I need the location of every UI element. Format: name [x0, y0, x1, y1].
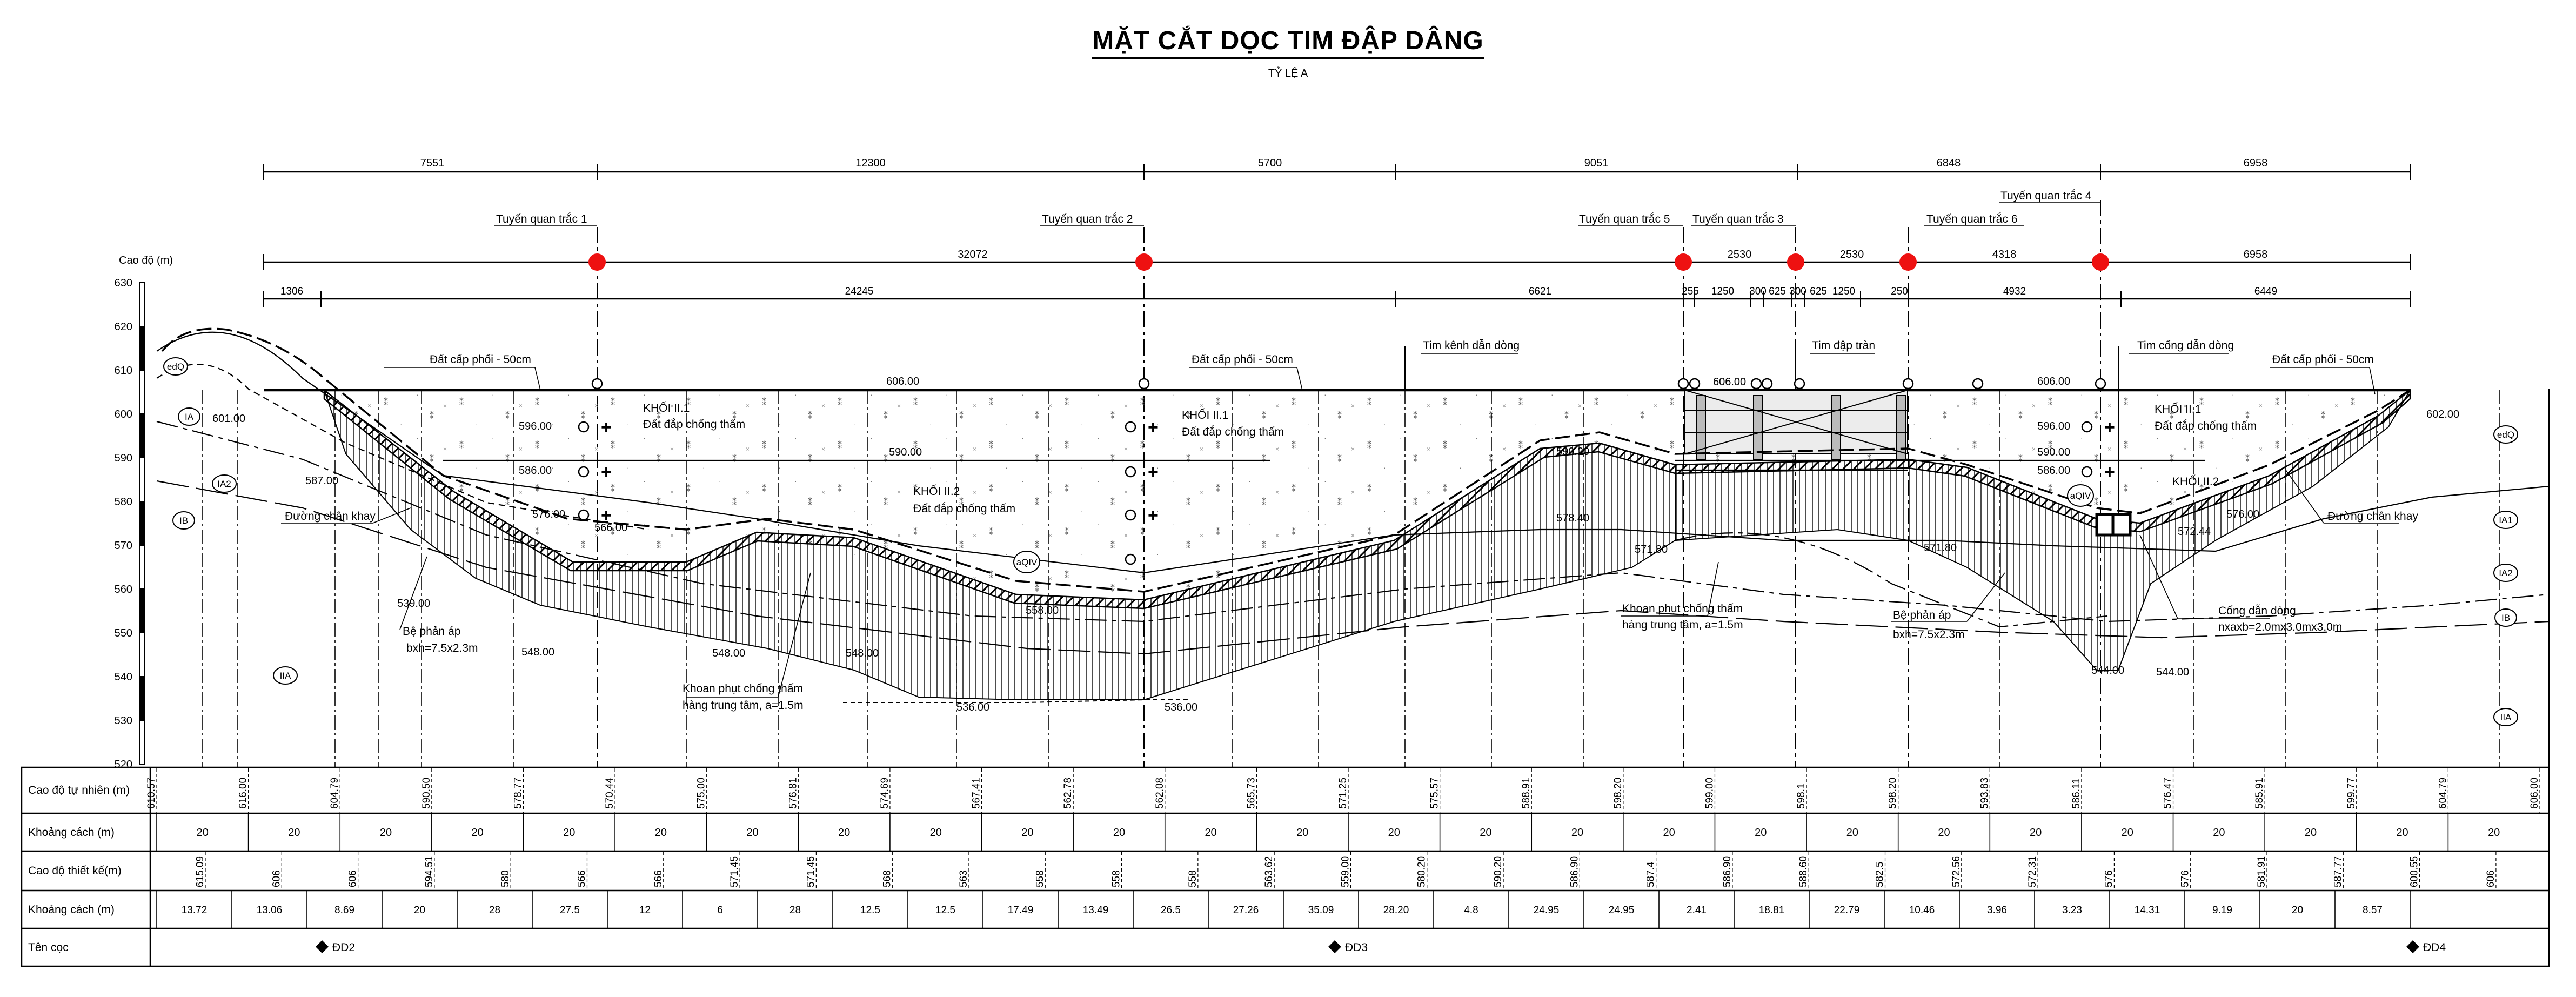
- natural-elevation-value: 574.69: [879, 777, 891, 809]
- dim-label: 2530: [1727, 249, 1752, 260]
- elevation-mark: 536.00: [1165, 701, 1198, 713]
- row-label: Tên cọc: [28, 941, 69, 954]
- distance-value: 20: [654, 827, 667, 839]
- distance-value: 20: [1938, 827, 1950, 839]
- elevation-mark: 578.40: [1556, 512, 1590, 524]
- gravel-label: Đất cấp phối - 50cm: [430, 353, 531, 366]
- dim-label: 1250: [1832, 286, 1856, 297]
- design-elevation-value: 571.45: [805, 855, 817, 887]
- design-elevation-value: 582.5: [1874, 861, 1886, 887]
- distance-value: 20: [1296, 827, 1309, 839]
- zone-label: IA2: [2499, 568, 2513, 578]
- natural-elevation-value: 578.77: [512, 777, 524, 809]
- distance-value: 20: [2304, 827, 2317, 839]
- zone-label: IB: [2501, 613, 2511, 623]
- svg-text:+: +: [1148, 505, 1159, 526]
- plinth-label: Bệ phản áp: [403, 625, 461, 638]
- distance-value: 26.5: [1161, 905, 1181, 916]
- monitor-point: [1899, 253, 1917, 271]
- natural-elevation-value: 575.57: [1429, 777, 1441, 809]
- dimension-row-3: [280, 286, 2277, 297]
- tick-label: 530: [114, 715, 132, 727]
- elevation-mark: 571.80: [1924, 542, 1957, 554]
- distance-value: 24.95: [1533, 905, 1560, 916]
- zone-label: edQ: [166, 362, 185, 372]
- block-label: KHỐI II.2: [913, 485, 960, 498]
- dim-label: 255: [1682, 286, 1699, 297]
- distance-row-1: [157, 813, 2500, 851]
- distance-value: 20: [746, 827, 759, 839]
- monitor-point: [1135, 253, 1153, 271]
- tick-label: 570: [114, 540, 132, 552]
- natural-elevation-value: 610.57: [146, 777, 157, 809]
- elevation-mark: 606.00: [2037, 376, 2071, 387]
- monitoring-labels: [496, 190, 2092, 225]
- svg-text:+: +: [2104, 417, 2115, 438]
- dim-label: 32072: [958, 249, 988, 260]
- tick-label: 520: [114, 759, 132, 771]
- elevation-mark: 548.00: [712, 647, 746, 659]
- dimension-row-1: [420, 157, 2268, 169]
- svg-text:+: +: [601, 417, 612, 438]
- page-title: MẶT CẮT DỌC TIM ĐẬP DÂNG: [0, 26, 2576, 56]
- elevation-mark: 590.00: [2037, 446, 2071, 458]
- design-elevation-row: [195, 852, 2497, 891]
- natural-elevation-value: 562.78: [1062, 777, 1074, 809]
- block-label: Đất đắp chống thấm: [2155, 420, 2257, 432]
- distance-value: 20: [471, 827, 484, 839]
- distance-value: 20: [1021, 827, 1034, 839]
- monitor-line-label: Tuyến quan trắc 2: [1042, 213, 1133, 225]
- design-elevation-value: 558: [1034, 870, 1046, 887]
- natural-elevation-value: 598.20: [1612, 777, 1624, 809]
- distance-value: 35.09: [1308, 905, 1334, 916]
- design-elevation-value: 581.91: [2256, 855, 2268, 887]
- design-elevation-value: 558: [1110, 870, 1122, 887]
- zone-label: IA2: [217, 479, 231, 489]
- distance-value: 20: [1571, 827, 1584, 839]
- stake-label: ĐD3: [1345, 941, 1368, 954]
- elevation-mark: 572.44: [2178, 526, 2211, 538]
- monitor-line-label: Tuyến quan trắc 6: [1926, 213, 2018, 225]
- distance-value: 20: [1113, 827, 1126, 839]
- zone-label: IIA: [2500, 712, 2512, 722]
- monitor-point: [1675, 253, 1692, 271]
- design-elevation-value: 615.09: [195, 855, 206, 887]
- design-elevation-value: 563.62: [1263, 855, 1275, 887]
- distance-value: 22.79: [1834, 905, 1860, 916]
- natural-elevation-value: 616.00: [237, 777, 249, 809]
- design-elevation-value: 576: [2179, 870, 2191, 887]
- dim-label: 625: [1810, 286, 1827, 297]
- axis-ticks: [115, 277, 132, 771]
- design-elevation-value: 566: [576, 870, 588, 887]
- distance-value: 10.46: [1909, 905, 1935, 916]
- dim-label: 6958: [2243, 157, 2268, 169]
- elevation-mark: 596.00: [519, 420, 552, 432]
- cutoff-label: Đường chân khay: [285, 510, 376, 523]
- distance-value: 20: [563, 827, 576, 839]
- cutoff-label: Đường chân khay: [2327, 510, 2418, 523]
- elevation-mark: 590.20: [1556, 446, 1590, 458]
- dim-label: 9051: [1584, 157, 1609, 169]
- stake-label: ĐD4: [2423, 941, 2446, 954]
- axis-bar: [139, 283, 145, 765]
- distance-value: 4.8: [1464, 905, 1478, 916]
- design-elevation-value: 606: [347, 870, 359, 887]
- design-elevation-value: 587.4: [1645, 861, 1657, 887]
- natural-elevation-value: 562.08: [1154, 777, 1166, 809]
- block-label: Đất đắp chống thấm: [643, 418, 746, 431]
- svg-text:+: +: [1148, 462, 1159, 483]
- monitor-line-label: Tuyến quan trắc 3: [1692, 213, 1784, 225]
- dim-label: 2530: [1839, 249, 1864, 260]
- dim-label: 1250: [1711, 286, 1735, 297]
- tick-label: 590: [114, 452, 132, 464]
- natural-elevation-value: 570.44: [604, 777, 616, 809]
- distance-value: 20: [1480, 827, 1492, 839]
- dim-label: 300: [1789, 286, 1806, 297]
- design-elevation-value: 594.51: [423, 855, 435, 887]
- distance-value: 20: [288, 827, 300, 839]
- natural-elevation-value: 598.20: [1887, 777, 1899, 809]
- elevation-mark: 571.80: [1635, 544, 1668, 556]
- dim-label: 24245: [845, 286, 874, 297]
- elevation-mark: 587.00: [305, 475, 339, 487]
- distance-value: 13.72: [181, 905, 208, 916]
- distance-value: 3.23: [2062, 905, 2082, 916]
- design-elevation-value: 568: [881, 870, 893, 887]
- diversion-axis-label: Tim kênh dẫn dòng: [1423, 339, 1520, 352]
- elevation-mark: 548.00: [521, 646, 555, 658]
- natural-elevation-value: 585.91: [2254, 777, 2266, 809]
- elevation-mark: 536.00: [956, 701, 990, 713]
- monitor-line-label: Tuyến quan trắc 1: [496, 213, 587, 225]
- plinth-label: bxh=7.5x2.3m: [406, 642, 478, 654]
- row-label: Khoảng cách (m): [28, 826, 115, 839]
- distance-value: 12: [639, 905, 651, 916]
- culvert-box: [2097, 514, 2130, 535]
- distance-value: 20: [1846, 827, 1859, 839]
- distance-value: 12.5: [860, 905, 880, 916]
- monitor-line-label: Tuyến quan trắc 4: [2000, 190, 2092, 202]
- distance-value: 20: [1755, 827, 1767, 839]
- distance-value: 3.96: [1987, 905, 2007, 916]
- design-elevation-value: 576: [2103, 870, 2115, 887]
- elevation-mark: 558.00: [1026, 605, 1059, 617]
- distance-value: 14.31: [2134, 905, 2160, 916]
- elevation-mark: 590.00: [889, 446, 922, 458]
- zone-label: IA1: [2499, 515, 2513, 525]
- distance-value: 20: [379, 827, 392, 839]
- distance-value: 6: [717, 905, 723, 916]
- distance-value: 28.20: [1383, 905, 1409, 916]
- design-elevation-value: 559.00: [1340, 855, 1351, 887]
- design-elevation-value: 587.77: [2332, 855, 2344, 887]
- design-elevation-value: 572.56: [1950, 855, 1962, 887]
- distance-value: 8.69: [334, 905, 354, 916]
- dim-label: 6848: [1936, 157, 1961, 169]
- grout-label: Khoan phụt chống thấm: [683, 682, 804, 695]
- distance-value: 8.57: [2363, 905, 2383, 916]
- dim-label: 300: [1749, 286, 1767, 297]
- culvert-label: nxaxb=2.0mx3.0mx3.0m: [2218, 621, 2343, 633]
- design-elevation-value: 580.20: [1416, 855, 1428, 887]
- block-label: Đất đắp chống thấm: [913, 503, 1016, 515]
- natural-elevation-value: 604.79: [329, 777, 341, 809]
- distance-value: 20: [2291, 905, 2304, 916]
- elevation-mark: 548.00: [846, 647, 879, 659]
- distance-value: 20: [929, 827, 942, 839]
- natural-elevation-value: 599.00: [1704, 777, 1716, 809]
- design-elevation-value: 586.90: [1569, 855, 1581, 887]
- natural-elevation-value: 567.41: [971, 777, 982, 809]
- elevation-mark: 544.00: [2091, 665, 2125, 677]
- natural-elevation-value: 571.25: [1337, 777, 1349, 809]
- design-elevation-value: 571.45: [729, 855, 741, 887]
- tick-label: 600: [114, 409, 132, 420]
- elevation-mark: 539.00: [397, 598, 431, 610]
- scale-subtitle: TỶ LỆ A: [1268, 68, 1308, 79]
- block-label: Đất đắp chống thấm: [1182, 426, 1284, 438]
- distance-value: 20: [2213, 827, 2225, 839]
- row-label: Khoảng cách (m): [28, 904, 115, 916]
- plinth-label: Bệ phản áp: [1893, 609, 1951, 621]
- monitoring-leaders: [494, 203, 2100, 226]
- zone-label: IA: [184, 412, 194, 422]
- natural-elevation-value: 604.79: [2437, 777, 2449, 809]
- grout-label: hàng trung tâm, a=1.5m: [683, 699, 804, 712]
- dim-label: 1306: [280, 286, 304, 297]
- svg-text:+: +: [2104, 462, 2115, 483]
- distance-value: 18.81: [1758, 905, 1785, 916]
- row-label: Cao độ tự nhiên (m): [28, 784, 130, 797]
- distance-value: 20: [1388, 827, 1400, 839]
- zone-label: IIA: [279, 671, 291, 681]
- block-label: KHỐI II.2: [2172, 476, 2219, 488]
- svg-text:+: +: [601, 462, 612, 483]
- design-elevation-value: 606: [2485, 870, 2497, 887]
- stake-marker-icon: [316, 940, 329, 953]
- design-elevation-value: 580: [500, 870, 512, 887]
- distance-value: 13.06: [256, 905, 283, 916]
- distance-row-2: [157, 891, 2410, 928]
- dim-label: 4932: [2003, 286, 2026, 297]
- dimension-ticks: [263, 164, 2411, 307]
- zone-label: aQIV: [2070, 491, 2091, 501]
- tick-label: 580: [114, 496, 132, 508]
- elevation-mark: 586.00: [519, 465, 552, 477]
- natural-elevation-value: 576.47: [2162, 777, 2174, 809]
- elevation-mark: 576.00: [532, 508, 566, 520]
- monitor-point: [1787, 253, 1804, 271]
- monitor-point: [588, 253, 606, 271]
- distance-value: 28: [789, 905, 801, 916]
- svg-text:+: +: [601, 505, 612, 526]
- stake-label: ĐD2: [332, 941, 356, 954]
- elevation-mark: 601.00: [212, 413, 246, 425]
- tick-label: 620: [114, 321, 132, 333]
- distance-value: 24.95: [1608, 905, 1635, 916]
- distance-value: 9.19: [2212, 905, 2232, 916]
- dim-label: 250: [1891, 286, 1908, 297]
- distance-value: 20: [2121, 827, 2133, 839]
- dim-label: 6621: [1528, 286, 1552, 297]
- distance-value: 28: [489, 905, 501, 916]
- natural-elevation-value: 565.73: [1246, 777, 1257, 809]
- distance-value: 27.26: [1233, 905, 1259, 916]
- distance-value: 17.49: [1007, 905, 1034, 916]
- distance-value: 12.5: [935, 905, 955, 916]
- dim-label: 625: [1769, 286, 1786, 297]
- dim-label: 7551: [420, 157, 445, 169]
- block-label: KHỐI II.1: [2155, 403, 2202, 416]
- natural-elevation-value: 606.00: [2529, 777, 2540, 809]
- block-label: KHỐI II.1: [643, 402, 690, 414]
- natural-elevation-value: 590.50: [420, 777, 432, 809]
- distance-value: 13.49: [1082, 905, 1109, 916]
- dim-label: 6449: [2254, 286, 2278, 297]
- distance-value: 20: [1205, 827, 1217, 839]
- design-elevation-value: 606: [271, 870, 283, 887]
- design-elevation-value: 588.60: [1798, 855, 1810, 887]
- tick-label: 630: [114, 277, 132, 289]
- distance-value: 27.5: [560, 905, 580, 916]
- natural-elevation-value: 599.77: [2345, 777, 2357, 809]
- elevation-mark: 576.00: [2226, 508, 2260, 520]
- stake-marker-icon: [2406, 940, 2419, 953]
- monitor-point: [2092, 253, 2109, 271]
- design-elevation-value: 558: [1187, 870, 1199, 887]
- axis-label: Cao độ (m): [119, 255, 173, 266]
- distance-value: 2.41: [1687, 905, 1707, 916]
- natural-elevation-row: [146, 768, 2540, 813]
- elevation-mark: 596.00: [2037, 420, 2071, 432]
- distance-value: 20: [1663, 827, 1675, 839]
- design-elevation-value: 590.20: [1493, 855, 1504, 887]
- gravel-label: Đất cấp phối - 50cm: [1192, 353, 1293, 366]
- design-elevation-value: 572.31: [2027, 855, 2039, 887]
- natural-elevation-value: 598.1: [1796, 783, 1808, 809]
- zone-label: aQIV: [1016, 557, 1038, 567]
- natural-elevation-value: 588.91: [1521, 777, 1533, 809]
- dim-label: 12300: [855, 157, 886, 169]
- elevation-mark: 606.00: [1713, 376, 1747, 388]
- distance-value: 20: [196, 827, 209, 839]
- design-elevation-value: 563: [958, 870, 969, 887]
- distance-value: 20: [413, 905, 426, 916]
- natural-elevation-value: 593.83: [1979, 777, 1991, 809]
- elevation-mark: 586.00: [2037, 465, 2071, 477]
- monitor-line-label: Tuyến quan trắc 5: [1579, 213, 1670, 225]
- culvert-axis-label: Tim cống dẫn dòng: [2137, 339, 2234, 352]
- zone-label: IB: [179, 516, 189, 526]
- svg-text:+: +: [1148, 417, 1159, 438]
- row-label: Cao độ thiết kế(m): [28, 865, 122, 877]
- culvert-label: Cống dẫn dòng: [2218, 605, 2296, 617]
- tick-label: 560: [114, 584, 132, 595]
- dim-label: 4318: [1992, 249, 2017, 260]
- tick-label: 550: [114, 627, 132, 639]
- gravel-label: Đất cấp phối - 50cm: [2272, 353, 2374, 366]
- distance-value: 20: [838, 827, 851, 839]
- stake-marker-icon: [1328, 940, 1341, 953]
- design-elevation-value: 566: [652, 870, 664, 887]
- natural-elevation-value: 586.11: [2070, 778, 2082, 809]
- design-elevation-value: 600.55: [2408, 855, 2420, 887]
- natural-elevation-value: 576.81: [787, 777, 799, 809]
- natural-elevation-value: 575.00: [695, 777, 707, 809]
- design-elevation-value: 586.90: [1721, 855, 1733, 887]
- spillway-axis-label: Tim đập tràn: [1812, 339, 1876, 352]
- distance-value: 20: [2488, 827, 2500, 839]
- stake-row: [316, 940, 2446, 954]
- elevation-mark: 606.00: [886, 376, 920, 387]
- elevation-mark: 566.00: [594, 522, 628, 534]
- distance-value: 20: [2029, 827, 2042, 839]
- dimension-row-2: [958, 249, 2267, 260]
- zone-label: edQ: [2497, 430, 2515, 440]
- grout-label: Khoan phụt chống thấm: [1622, 603, 1743, 615]
- distance-value: 20: [2396, 827, 2408, 839]
- plinth-label: bxh=7.5x2.3m: [1893, 628, 1965, 641]
- dim-label: 6958: [2243, 249, 2268, 260]
- tick-label: 540: [114, 671, 132, 683]
- grout-label: hàng trung tâm, a=1.5m: [1622, 619, 1743, 631]
- dim-label: 5700: [1257, 157, 1282, 169]
- elevation-mark: 544.00: [2156, 666, 2190, 678]
- tick-label: 610: [114, 365, 132, 377]
- block-label: KHỐI II.1: [1182, 409, 1229, 421]
- elevation-mark: 602.00: [2426, 409, 2460, 420]
